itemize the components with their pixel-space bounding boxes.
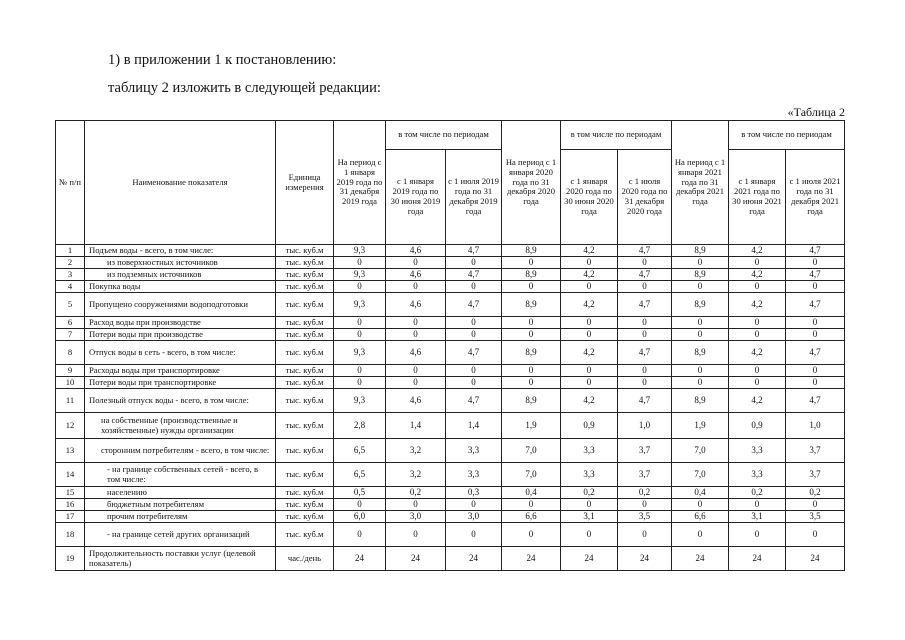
row-value: 0 <box>672 377 729 389</box>
row-unit: тыс. куб.м <box>276 413 334 439</box>
row-unit: тыс. куб.м <box>276 281 334 293</box>
row-value: 7,0 <box>672 463 729 487</box>
row-unit: тыс. куб.м <box>276 257 334 269</box>
row-value: 7,0 <box>502 463 561 487</box>
table-row <box>56 499 845 511</box>
row-number: 18 <box>56 523 85 547</box>
row-value: 8,9 <box>672 341 729 365</box>
row-value: 0 <box>386 317 446 329</box>
row-value: 3,7 <box>786 463 845 487</box>
row-value: 4,6 <box>386 293 446 317</box>
indicators-table <box>55 120 845 571</box>
row-name: Расходы воды при транспортировке <box>85 365 276 377</box>
row-value: 4,7 <box>786 389 845 413</box>
row-value: 0 <box>618 377 672 389</box>
row-value: 4,2 <box>561 245 618 257</box>
row-value: 0,9 <box>729 413 786 439</box>
row-value: 0 <box>334 377 386 389</box>
row-value: 0 <box>672 329 729 341</box>
row-value: 0 <box>618 329 672 341</box>
row-value: 8,9 <box>502 269 561 281</box>
row-value: 0 <box>729 329 786 341</box>
row-value: 0 <box>334 499 386 511</box>
row-value: 3,3 <box>729 439 786 463</box>
table-row <box>56 377 845 389</box>
header-incl-2020: в том числе по периодам <box>561 121 672 150</box>
row-unit: тыс. куб.м <box>276 463 334 487</box>
row-value: 4,2 <box>729 269 786 281</box>
row-value: 0,2 <box>786 487 845 499</box>
row-name: на собственные (производственные и хозяйственные) нужды организации <box>85 413 276 439</box>
row-value: 0 <box>502 365 561 377</box>
row-value: 0,2 <box>618 487 672 499</box>
row-value: 8,9 <box>502 245 561 257</box>
row-value: 0 <box>386 281 446 293</box>
row-value: 3,5 <box>786 511 845 523</box>
row-value: 0 <box>618 365 672 377</box>
row-number: 5 <box>56 293 85 317</box>
row-name: Полезный отпуск воды - всего, в том числе: <box>85 389 276 413</box>
row-unit: тыс. куб.м <box>276 329 334 341</box>
row-value: 0 <box>446 329 502 341</box>
row-value: 0 <box>561 365 618 377</box>
row-number: 8 <box>56 341 85 365</box>
row-name: сторонним потребителям - всего, в том числе: <box>85 439 276 463</box>
row-value: 0 <box>334 329 386 341</box>
table-row <box>56 281 845 293</box>
row-value: 0 <box>334 281 386 293</box>
row-value: 4,2 <box>729 389 786 413</box>
row-value: 7,0 <box>672 439 729 463</box>
table-row <box>56 439 845 463</box>
row-value: 3,7 <box>786 439 845 463</box>
row-value: 0 <box>786 499 845 511</box>
row-value: 0 <box>729 365 786 377</box>
header-h2-2019: с 1 июля 2019 года по 31 декабря 2019 года <box>446 150 502 245</box>
row-value: 4,7 <box>446 389 502 413</box>
row-value: 24 <box>446 547 502 571</box>
row-number: 3 <box>56 269 85 281</box>
row-value: 0 <box>729 257 786 269</box>
header-incl-2021: в том числе по периодам <box>729 121 845 150</box>
row-value: 0 <box>729 523 786 547</box>
row-value: 24 <box>561 547 618 571</box>
table-row <box>56 341 845 365</box>
table-row <box>56 245 845 257</box>
row-value: 0 <box>334 523 386 547</box>
row-value: 9,3 <box>334 293 386 317</box>
row-number: 19 <box>56 547 85 571</box>
row-value: 4,7 <box>618 389 672 413</box>
row-value: 8,9 <box>502 341 561 365</box>
row-value: 3,3 <box>446 439 502 463</box>
row-value: 24 <box>334 547 386 571</box>
row-name: населению <box>85 487 276 499</box>
row-name: Потери воды при производстве <box>85 329 276 341</box>
row-value: 4,7 <box>446 245 502 257</box>
header-h2-2020: с 1 июля 2020 года по 31 декабря 2020 года <box>618 150 672 245</box>
row-value: 4,6 <box>386 341 446 365</box>
row-value: 0 <box>561 329 618 341</box>
row-value: 8,9 <box>672 293 729 317</box>
row-value: 0,2 <box>561 487 618 499</box>
row-value: 0 <box>729 499 786 511</box>
row-value: 0 <box>618 257 672 269</box>
row-value: 24 <box>786 547 845 571</box>
row-value: 0 <box>786 257 845 269</box>
row-value: 3,7 <box>618 439 672 463</box>
table-row <box>56 523 845 547</box>
row-unit: тыс. куб.м <box>276 377 334 389</box>
row-value: 0 <box>334 365 386 377</box>
row-value: 4,2 <box>561 389 618 413</box>
row-name: из поверхностных источников <box>85 257 276 269</box>
row-name: из подземных источников <box>85 269 276 281</box>
header-period-2021: На период с 1 января 2021 года по 31 декабря 2021 года <box>672 121 729 245</box>
row-value: 4,2 <box>561 293 618 317</box>
row-value: 0 <box>502 317 561 329</box>
row-value: 3,7 <box>618 463 672 487</box>
row-name: Отпуск воды в сеть - всего, в том числе: <box>85 341 276 365</box>
row-value: 4,2 <box>729 245 786 257</box>
row-value: 0 <box>729 281 786 293</box>
table-row <box>56 413 845 439</box>
row-value: 0 <box>729 317 786 329</box>
row-value: 4,2 <box>729 293 786 317</box>
row-value: 6,0 <box>334 511 386 523</box>
row-value: 3,3 <box>561 463 618 487</box>
row-unit: тыс. куб.м <box>276 389 334 413</box>
row-name: прочим потребителям <box>85 511 276 523</box>
row-value: 0 <box>618 523 672 547</box>
row-value: 0,3 <box>446 487 502 499</box>
row-value: 0 <box>618 317 672 329</box>
row-value: 0 <box>502 499 561 511</box>
row-value: 0,9 <box>561 413 618 439</box>
row-value: 9,3 <box>334 245 386 257</box>
row-number: 1 <box>56 245 85 257</box>
row-unit: тыс. куб.м <box>276 365 334 377</box>
row-value: 4,6 <box>386 389 446 413</box>
row-value: 0 <box>561 317 618 329</box>
row-value: 8,9 <box>672 389 729 413</box>
row-value: 4,7 <box>786 269 845 281</box>
row-value: 0 <box>672 257 729 269</box>
row-value: 0 <box>672 281 729 293</box>
row-value: 0 <box>446 281 502 293</box>
row-value: 8,9 <box>502 293 561 317</box>
row-value: 24 <box>618 547 672 571</box>
row-number: 7 <box>56 329 85 341</box>
header-h1-2019: с 1 января 2019 года по 30 июня 2019 года <box>386 150 446 245</box>
row-name: Подъем воды - всего, в том числе: <box>85 245 276 257</box>
row-unit: тыс. куб.м <box>276 487 334 499</box>
row-value: 6,5 <box>334 439 386 463</box>
row-name: Потери воды при транспортировке <box>85 377 276 389</box>
row-value: 0 <box>672 499 729 511</box>
row-name: - на границе собственных сетей - всего, в том числе: <box>85 463 276 487</box>
row-value: 0 <box>502 257 561 269</box>
row-value: 0 <box>386 329 446 341</box>
table-row <box>56 329 845 341</box>
header-num: № п/п <box>56 121 85 245</box>
row-value: 0 <box>786 365 845 377</box>
row-value: 0 <box>672 365 729 377</box>
row-number: 17 <box>56 511 85 523</box>
row-value: 0 <box>446 365 502 377</box>
row-value: 0 <box>618 499 672 511</box>
row-value: 6,6 <box>502 511 561 523</box>
row-value: 0,4 <box>672 487 729 499</box>
header-period-2020: На период с 1 января 2020 года по 31 декабря 2020 года <box>502 121 561 245</box>
table-row <box>56 293 845 317</box>
row-value: 0 <box>561 377 618 389</box>
row-name: бюджетным потребителям <box>85 499 276 511</box>
row-unit: тыс. куб.м <box>276 269 334 281</box>
row-value: 0 <box>334 317 386 329</box>
row-name: Продолжительность поставки услуг (целевой показатель) <box>85 547 276 571</box>
row-value: 24 <box>502 547 561 571</box>
row-value: 3,3 <box>446 463 502 487</box>
row-value: 7,0 <box>502 439 561 463</box>
row-value: 4,7 <box>446 341 502 365</box>
row-value: 0 <box>786 523 845 547</box>
row-value: 0 <box>561 523 618 547</box>
table-row <box>56 269 845 281</box>
row-value: 3,0 <box>386 511 446 523</box>
row-value: 0,2 <box>386 487 446 499</box>
table-row <box>56 257 845 269</box>
row-value: 0 <box>618 281 672 293</box>
intro-line-1: 1) в приложении 1 к постановлению: <box>108 52 337 68</box>
row-value: 0 <box>386 523 446 547</box>
row-value: 0 <box>502 329 561 341</box>
intro-line-2: таблицу 2 изложить в следующей редакции: <box>108 80 381 96</box>
row-unit: тыс. куб.м <box>276 317 334 329</box>
header-h1-2020: с 1 января 2020 года по 30 июня 2020 года <box>561 150 618 245</box>
table-row <box>56 463 845 487</box>
row-number: 15 <box>56 487 85 499</box>
row-value: 3,3 <box>561 439 618 463</box>
row-unit: тыс. куб.м <box>276 439 334 463</box>
table-row <box>56 317 845 329</box>
row-value: 1,4 <box>386 413 446 439</box>
row-value: 4,2 <box>561 341 618 365</box>
row-number: 6 <box>56 317 85 329</box>
row-value: 3,2 <box>386 439 446 463</box>
row-unit: тыс. куб.м <box>276 523 334 547</box>
table-row <box>56 547 845 571</box>
row-value: 0 <box>446 257 502 269</box>
row-value: 0 <box>786 377 845 389</box>
row-value: 0 <box>446 523 502 547</box>
row-unit: тыс. куб.м <box>276 293 334 317</box>
table-row <box>56 365 845 377</box>
row-value: 0 <box>386 257 446 269</box>
row-value: 0 <box>446 499 502 511</box>
row-value: 0 <box>446 377 502 389</box>
row-value: 0,4 <box>502 487 561 499</box>
row-value: 1,9 <box>502 413 561 439</box>
row-value: 0 <box>334 257 386 269</box>
row-value: 9,3 <box>334 269 386 281</box>
row-unit: час./день <box>276 547 334 571</box>
table-row <box>56 487 845 499</box>
row-value: 2,8 <box>334 413 386 439</box>
row-value: 0 <box>561 281 618 293</box>
row-value: 1,4 <box>446 413 502 439</box>
row-number: 9 <box>56 365 85 377</box>
row-value: 3,1 <box>729 511 786 523</box>
table-caption: «Таблица 2 <box>787 105 845 119</box>
row-value: 4,7 <box>786 293 845 317</box>
row-value: 9,3 <box>334 341 386 365</box>
row-value: 6,6 <box>672 511 729 523</box>
row-value: 0 <box>672 317 729 329</box>
row-value: 1,0 <box>618 413 672 439</box>
table-row <box>56 389 845 413</box>
row-value: 0 <box>386 499 446 511</box>
row-value: 24 <box>672 547 729 571</box>
header-period-2019: На период с 1 января 2019 года по 31 декабря 2019 года <box>334 121 386 245</box>
row-value: 0,5 <box>334 487 386 499</box>
row-number: 12 <box>56 413 85 439</box>
row-value: 4,7 <box>618 341 672 365</box>
row-value: 0 <box>502 377 561 389</box>
row-value: 4,7 <box>786 245 845 257</box>
row-value: 0,2 <box>729 487 786 499</box>
row-number: 13 <box>56 439 85 463</box>
row-value: 3,5 <box>618 511 672 523</box>
row-value: 8,9 <box>502 389 561 413</box>
header-unit: Единица измерения <box>276 121 334 245</box>
row-value: 3,2 <box>386 463 446 487</box>
row-value: 8,9 <box>672 269 729 281</box>
row-value: 4,2 <box>561 269 618 281</box>
row-value: 4,7 <box>446 293 502 317</box>
row-value: 0 <box>446 317 502 329</box>
row-value: 0 <box>386 377 446 389</box>
row-value: 0 <box>502 281 561 293</box>
row-value: 0 <box>729 377 786 389</box>
row-value: 4,2 <box>729 341 786 365</box>
row-value: 0 <box>672 523 729 547</box>
row-value: 8,9 <box>672 245 729 257</box>
row-value: 24 <box>729 547 786 571</box>
row-value: 0 <box>502 523 561 547</box>
row-value: 4,7 <box>618 245 672 257</box>
row-value: 4,7 <box>618 293 672 317</box>
row-number: 16 <box>56 499 85 511</box>
header-name: Наименование показателя <box>85 121 276 245</box>
row-number: 11 <box>56 389 85 413</box>
header-h2-2021: с 1 июля 2021 года по 31 декабря 2021 года <box>786 150 845 245</box>
row-name: Пропущено сооружениями водоподготовки <box>85 293 276 317</box>
row-name: Покупка воды <box>85 281 276 293</box>
row-value: 0 <box>386 365 446 377</box>
row-unit: тыс. куб.м <box>276 245 334 257</box>
row-value: 1,0 <box>786 413 845 439</box>
row-value: 0 <box>786 281 845 293</box>
row-value: 3,1 <box>561 511 618 523</box>
row-value: 1,9 <box>672 413 729 439</box>
row-value: 0 <box>561 499 618 511</box>
row-value: 4,7 <box>786 341 845 365</box>
row-number: 4 <box>56 281 85 293</box>
row-name: - на границе сетей других организаций <box>85 523 276 547</box>
row-value: 0 <box>561 257 618 269</box>
row-value: 3,0 <box>446 511 502 523</box>
row-unit: тыс. куб.м <box>276 341 334 365</box>
row-value: 4,7 <box>618 269 672 281</box>
row-value: 3,3 <box>729 463 786 487</box>
header-h1-2021: с 1 января 2021 года по 30 июня 2021 года <box>729 150 786 245</box>
table-row <box>56 511 845 523</box>
row-value: 6,5 <box>334 463 386 487</box>
row-value: 0 <box>786 329 845 341</box>
row-value: 4,6 <box>386 269 446 281</box>
row-number: 10 <box>56 377 85 389</box>
row-value: 9,3 <box>334 389 386 413</box>
row-unit: тыс. куб.м <box>276 499 334 511</box>
row-name: Расход воды при производстве <box>85 317 276 329</box>
row-value: 24 <box>386 547 446 571</box>
row-value: 4,6 <box>386 245 446 257</box>
row-value: 0 <box>786 317 845 329</box>
table-body <box>56 245 845 571</box>
row-number: 2 <box>56 257 85 269</box>
row-number: 14 <box>56 463 85 487</box>
header-incl-2019: в том числе по периодам <box>386 121 502 150</box>
row-unit: тыс. куб.м <box>276 511 334 523</box>
row-value: 4,7 <box>446 269 502 281</box>
